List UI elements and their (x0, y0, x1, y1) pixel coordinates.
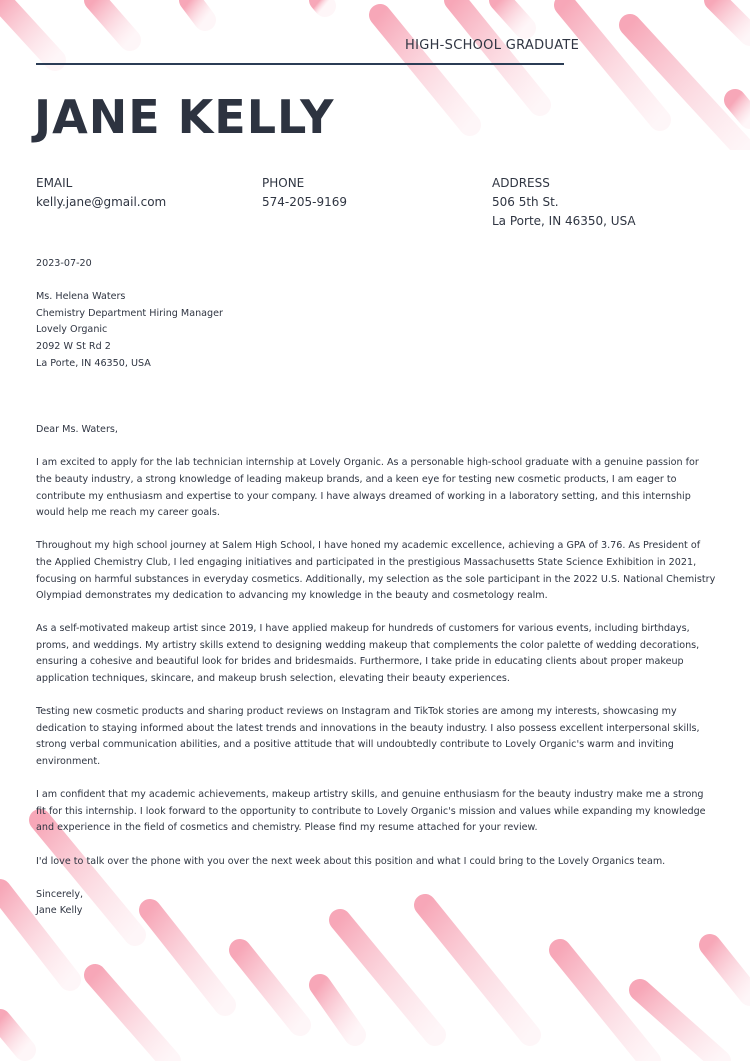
email-value: kelly.jane@gmail.com (36, 195, 167, 209)
closing: Sincerely, (36, 888, 84, 900)
address-line-1: 506 5th St. (492, 195, 559, 209)
contact-email (36, 174, 166, 212)
recipient-block (36, 289, 716, 372)
recipient-name: Ms. Helena Waters (36, 291, 126, 303)
header-divider (36, 63, 564, 65)
signature: Jane Kelly (36, 905, 83, 917)
recipient-title: Chemistry Department Hiring Manager (36, 307, 223, 319)
recipient-street: 2092 W St Rd 2 (36, 340, 111, 352)
salutation: Dear Ms. Waters, (36, 424, 118, 436)
phone-label: PHONE (262, 176, 305, 190)
job-title: HIGH-SCHOOL GRADUATE (405, 38, 580, 53)
applicant-name: JANE KELLY (34, 90, 335, 144)
body-paragraph: I am confident that my academic achievements, makeup artistry skills, and genuine enthusiasm for the beauty industry make me a strong fit for this internship. I look forward to the opportunity to contribute to Lovely Organic's mission and values while expanding my knowledge and experience in the field of cosmetics and chemistry. Please find my resume attached for your review. (36, 789, 706, 834)
contact-address (492, 174, 636, 231)
recipient-company: Lovely Organic (36, 324, 108, 336)
body-paragraph: Throughout my high school journey at Salem High School, I have honed my academic excellence, achieving a GPA of 3.76. As President of the Applied Chemistry Club, I led engaging initiatives and participated in the prestigious Massachusetts State Science Exhibition in 2021, focusing on harmful substances in everyday cosmetics. Additionally, my selection as the sole participant in the 2022 U.S. National Chemistry Olympiad demonstrates my dedication to advancing my knowledge in the beauty and cosmetology realm. (36, 540, 716, 602)
body-paragraph: As a self-motivated makeup artist since 2019, I have applied makeup for hundreds of customers for various events, including birthdays, proms, and weddings. My artistry skills extend to designing wedding makeup that complements the color palette of wedding decorations, ensuring a cohesive and beautiful look for brides and bridesmaids. Furthermore, I take pride in educating clients about proper makeup application techniques, skincare, and makeup brush selection, elevating their beauty experiences. (36, 623, 700, 685)
letter-date: 2023-07-20 (36, 258, 92, 269)
body-paragraph: I am excited to apply for the lab technician internship at Lovely Organic. As a personable high-school graduate with a genuine passion for the beauty industry, a strong knowledge of leading makeup brands, and a keen eye for testing new cosmetic products, I am eager to contribute my enthusiasm and expertise to your company. I have always dreamed of working in a laboratory setting, and this internship would help me reach my career goals. (36, 457, 699, 519)
body-paragraph: Testing new cosmetic products and sharing product reviews on Instagram and TikTok stories are among my interests, showcasing my dedication to staying informed about the latest trends and innovations in the beauty industry. I also possess excellent interpersonal skills, strong verbal communication abilities, and a positive attitude that will undoubtedly contribute to Lovely Organic's warm and inviting environment. (36, 706, 700, 768)
contact-phone (262, 174, 347, 212)
email-label: EMAIL (36, 176, 73, 190)
phone-value: 574-205-9169 (262, 195, 348, 209)
address-label: ADDRESS (492, 176, 550, 190)
address-line-2: La Porte, IN 46350, USA (492, 214, 636, 228)
body-paragraph: I'd love to talk over the phone with you over the next week about this position and what I could bring to the Lovely Organics team. (36, 855, 666, 867)
recipient-city: La Porte, IN 46350, USA (36, 357, 151, 369)
letter-body (36, 256, 716, 920)
